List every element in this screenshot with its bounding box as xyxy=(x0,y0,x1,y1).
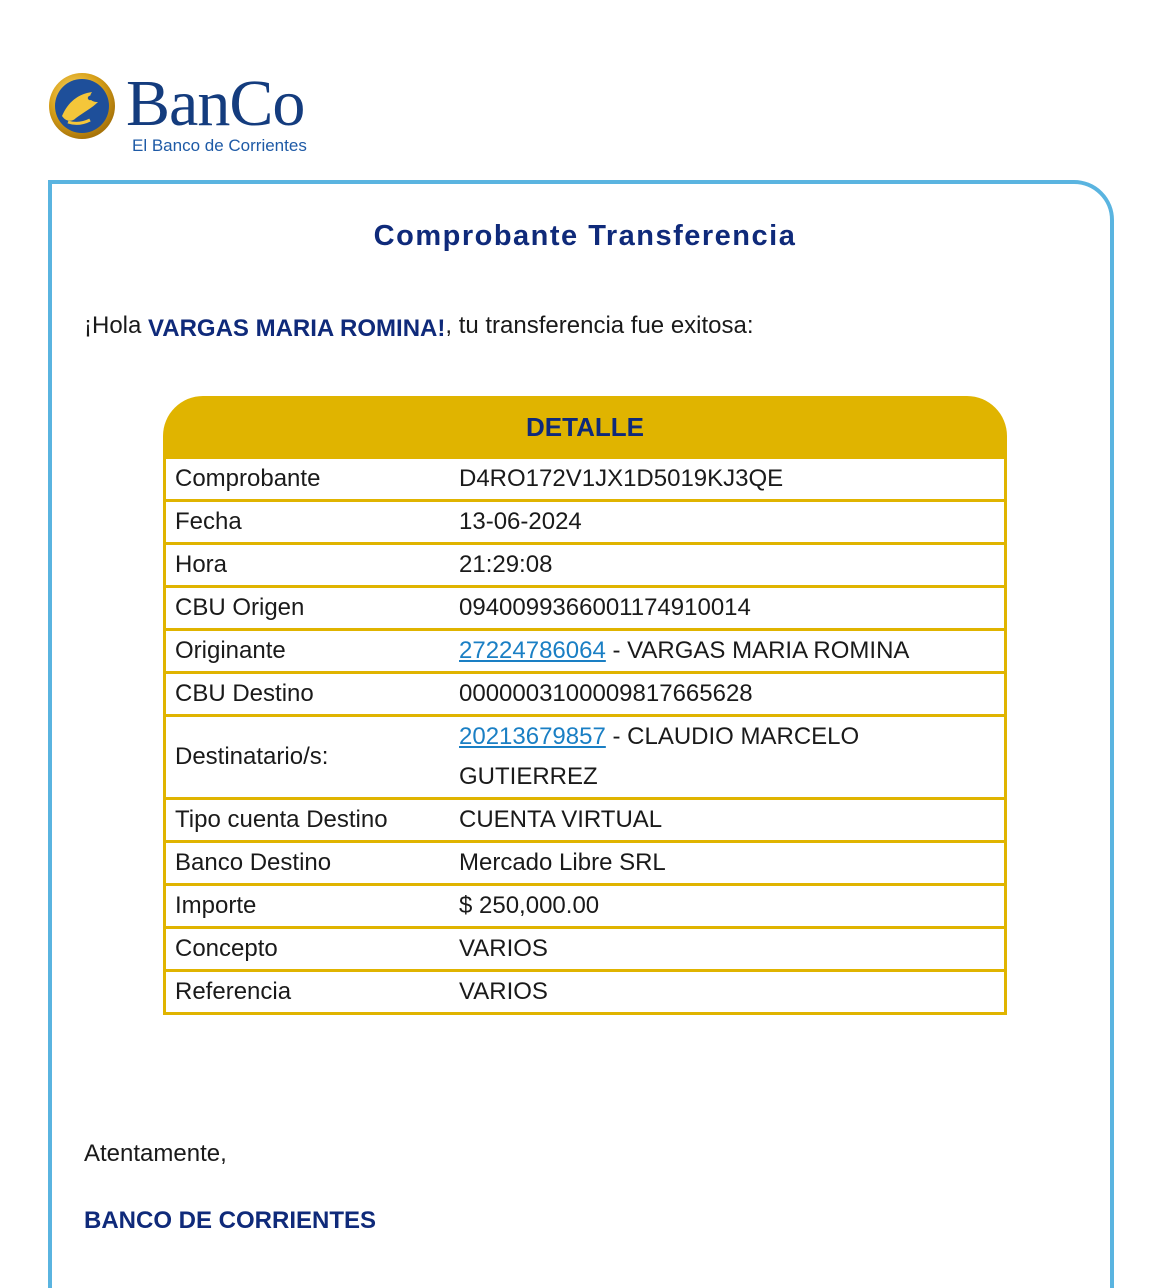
row-label-cbu-origen: CBU Origen xyxy=(165,587,451,630)
row-value-cbu-destino: 0000003100009817665628 xyxy=(450,673,1006,716)
row-value-hora: 21:29:08 xyxy=(450,544,1006,587)
detail-table xyxy=(163,456,1007,1015)
originante-name: - VARGAS MARIA ROMINA xyxy=(605,637,910,664)
table-row xyxy=(165,544,1006,587)
row-label-tipo-cuenta: Tipo cuenta Destino xyxy=(165,799,451,842)
row-label-concepto: Concepto xyxy=(165,928,451,971)
row-label-destinatario: Destinatario/s: xyxy=(165,716,451,799)
row-label-importe: Importe xyxy=(165,885,451,928)
row-label-comprobante: Comprobante xyxy=(165,458,451,501)
table-row xyxy=(165,501,1006,544)
table-row xyxy=(165,716,1006,799)
bank-logo-tagline: El Banco de Corrientes xyxy=(132,136,307,155)
detail-panel xyxy=(163,396,1007,1015)
row-label-hora: Hora xyxy=(165,544,451,587)
row-label-banco-destino: Banco Destino xyxy=(165,842,451,885)
bank-logo-wordmark: BanCo xyxy=(126,67,305,140)
row-value-originante xyxy=(450,630,1006,673)
row-value-referencia: VARIOS xyxy=(450,971,1006,1014)
row-value-fecha: 13-06-2024 xyxy=(450,501,1006,544)
row-value-cbu-origen: 0940099366001174910014 xyxy=(450,587,1006,630)
table-row xyxy=(165,885,1006,928)
row-value-tipo-cuenta: CUENTA VIRTUAL xyxy=(450,799,1006,842)
greeting-suffix: , tu transferencia fue exitosa: xyxy=(445,312,754,339)
row-value-importe: $ 250,000.00 xyxy=(450,885,1006,928)
row-value-comprobante: D4RO172V1JX1D5019KJ3QE xyxy=(450,458,1006,501)
table-row xyxy=(165,673,1006,716)
row-label-originante: Originante xyxy=(165,630,451,673)
row-label-referencia: Referencia xyxy=(165,971,451,1014)
table-row xyxy=(165,842,1006,885)
greeting-text xyxy=(84,312,754,340)
row-value-concepto: VARIOS xyxy=(450,928,1006,971)
table-row xyxy=(165,630,1006,673)
row-label-cbu-destino: CBU Destino xyxy=(165,673,451,716)
table-row xyxy=(165,799,1006,842)
page-title: Comprobante Transferencia xyxy=(373,220,797,252)
greeting-prefix: ¡Hola xyxy=(84,312,149,339)
greeting-name: VARGAS MARIA ROMINA! xyxy=(148,315,446,342)
destinatario-cuit-link[interactable]: 20213679857 xyxy=(459,723,606,750)
closing-text: Atentamente, xyxy=(84,1140,227,1167)
detail-header: DETALLE xyxy=(163,396,1007,456)
bank-emblem-icon xyxy=(48,72,116,140)
table-row xyxy=(165,971,1006,1014)
row-value-destinatario xyxy=(450,716,1006,799)
table-row xyxy=(165,587,1006,630)
row-label-fecha: Fecha xyxy=(165,501,451,544)
destinatario-name: - CLAUDIO MARCELO GUTIERREZ xyxy=(459,723,860,790)
table-row xyxy=(165,458,1006,501)
row-value-banco-destino: Mercado Libre SRL xyxy=(450,842,1006,885)
originante-cuit-link[interactable]: 27224786064 xyxy=(459,637,606,664)
signature-text: BANCO DE CORRIENTES xyxy=(84,1207,377,1234)
bank-logo xyxy=(48,67,328,160)
table-row xyxy=(165,928,1006,971)
